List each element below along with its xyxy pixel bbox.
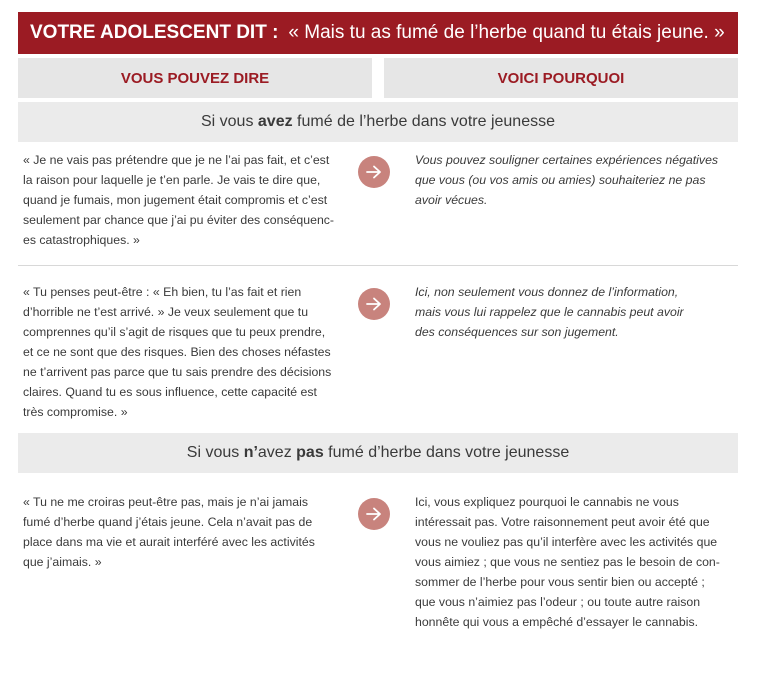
column-header-say: VOUS POUVEZ DIRE [18,58,372,98]
say-line: comprennes qu’il s’agit de risques que tu peux prendre, [23,325,326,339]
why-line: intéressait pas. Votre raisonnement peut avoir été que [415,515,710,529]
guide-table [18,12,738,633]
say-line: fumé d’herbe quand j’étais jeune. Cela n’avait pas de [23,515,313,529]
say-line: es catastrophiques. » [23,233,140,247]
banner-quote: « Mais tu as fumé de l’herbe quand tu étais jeune. » [288,22,725,43]
say-line: seulement par chance que j’ai pu éviter des conséquenc- [23,213,335,227]
why-line: avoir vécues. [415,193,488,207]
why-line: honnête qui vous a empêché d’essayer le cannabis. [415,615,699,629]
section-text: fumé d’herbe dans votre jeunesse [323,444,570,461]
say-line: que j’aimais. » [23,555,102,569]
why-line: sommer de l’herbe pour vous sentir bien ou accepté ; [415,575,705,589]
say-line: « Tu ne me croiras peut-être pas, mais je n’ai jamais [23,495,309,509]
why-line: Vous pouvez souligner certaines expériences négatives [415,153,719,167]
why-line: Ici, non seulement vous donnez de l’information, [415,285,679,299]
why-line: vous ne vouliez pas qu’il interfère avec les activités que [415,535,718,549]
title-banner [18,12,738,54]
column-headers [18,58,738,98]
why-line: Ici, vous expliquez pourquoi le cannabis ne vous [415,495,679,509]
why-line: que vous (ou vos amis ou amies) souhaiteriez ne pas [415,173,706,187]
section-text: avez [257,444,297,461]
why-text [415,150,735,210]
table-row [18,266,738,433]
say-text [23,282,353,422]
say-text [23,150,353,250]
arrow-right-icon [358,288,390,320]
say-line: « Tu penses peut-être : « Eh bien, tu l’as fait et rien [23,285,302,299]
say-line: d’horrible ne t’est arrivé. » Je veux seulement que tu [23,305,309,319]
say-text [23,492,353,572]
why-line: des conséquences sur son jugement. [415,325,619,339]
why-text [415,492,735,632]
say-line: claires. Quand tu es sous influence, cette capacité est [23,385,317,399]
say-line: et ce ne sont que des risques. Bien des choses néfastes [23,345,331,359]
section-text: Si vous [200,113,258,130]
table-row [18,473,738,633]
section-emphasis: avez [257,113,293,130]
why-line: que vous n’aimiez pas l’odeur ; ou toute autre raison [415,595,701,609]
why-text [415,282,735,342]
say-line: ne t’arrivent pas parce que tu sais prendre des décisions [23,365,332,379]
say-line: « Je ne vais pas prétendre que je ne l’ai pas fait, et c’est [23,153,330,167]
arrow-right-icon [358,498,390,530]
say-line: la raison pour laquelle je t’en parle. Je vais te dire que, [23,173,321,187]
section-text: Si vous [186,444,244,461]
say-line: très compromise. » [23,405,128,419]
why-line: mais vous lui rappelez que le cannabis peut avoir [415,305,684,319]
section-header-smoked [18,102,738,142]
section-header-not-smoked [18,433,738,473]
say-line: place dans ma vie et aurait interféré avec les activités [23,535,315,549]
banner-lead: VOTRE ADOLESCENT DIT : [30,22,279,43]
table-row [18,142,738,266]
section-emphasis: n’ [243,444,258,461]
say-line: quand je fumais, mon jugement était compromis et c’est [23,193,328,207]
column-header-why: VOICI POURQUOI [384,58,738,98]
arrow-right-icon [358,156,390,188]
section-emphasis: pas [296,444,324,461]
section-text: fumé de l’herbe dans votre jeunesse [292,113,555,130]
why-line: vous aimiez ; que vous ne sentiez pas le besoin de con- [415,555,720,569]
